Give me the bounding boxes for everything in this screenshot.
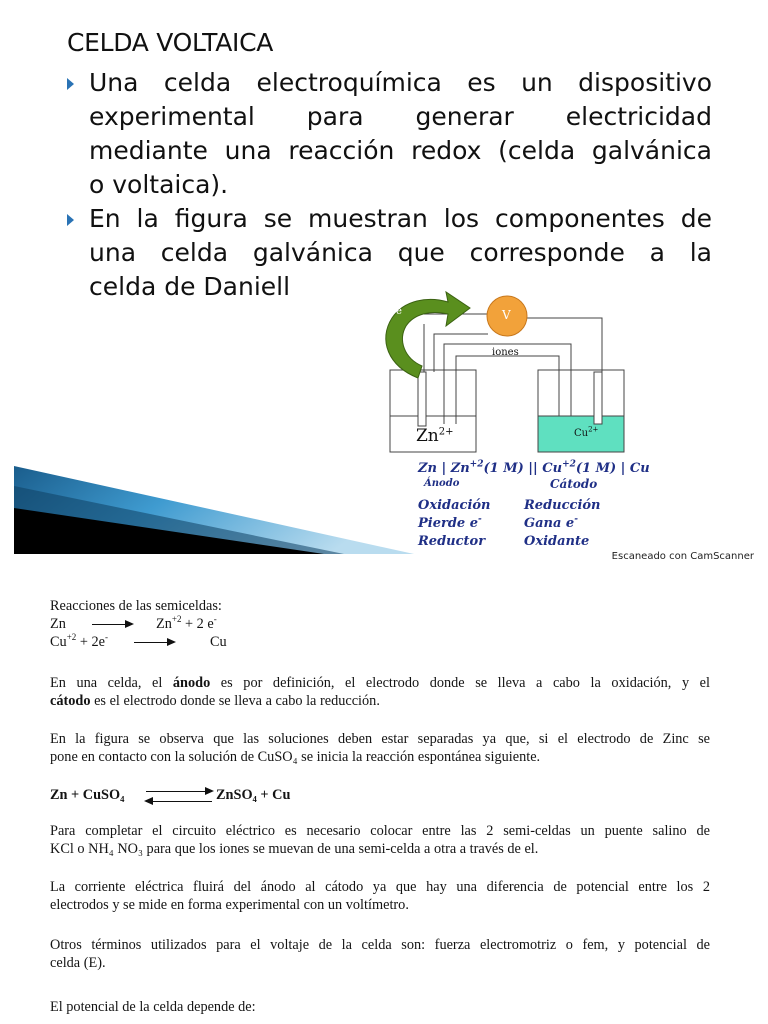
anode-properties: Oxidación Pierde e- Reductor bbox=[418, 498, 491, 549]
bullet-2 bbox=[67, 202, 712, 304]
scanner-watermark: Escaneado con CamScanner bbox=[611, 551, 754, 562]
paragraph-terms: Otros términos utilizados para el voltaje de la celda son: fuerza electromotriz o fem, y potencial de celda (E). bbox=[50, 937, 710, 971]
reactions-block bbox=[50, 597, 710, 651]
arrow-right-icon bbox=[146, 791, 212, 792]
bullet-arrow-icon bbox=[67, 78, 74, 90]
scanned-document bbox=[0, 572, 768, 1024]
bullet-line: o voltaica). bbox=[89, 170, 229, 199]
bullet-1 bbox=[67, 66, 712, 202]
cathode-properties: Reducción Gana e- Oxidante bbox=[524, 498, 601, 549]
bullet-line: una celda galvánica que corresponde a la bbox=[89, 238, 712, 267]
bullet-line: En la figura se muestran los componentes de bbox=[89, 204, 712, 233]
bullet-line: mediante una reacción redox (celda galvánica bbox=[89, 136, 712, 165]
paragraph-separation: En la figura se observa que las soluciones deben estar separadas ya que, si el electrodo de Zinc se pone en contacto con la solución de CuSO₄ se inicia la reacción espontánea siguiente. bbox=[50, 731, 710, 765]
slide-title: CELDA VOLTAICA bbox=[67, 28, 274, 57]
bullet-line: experimental para generar electricidad bbox=[89, 102, 712, 131]
arrow-right-icon bbox=[92, 624, 132, 625]
anode-solution-label: $Zn^{2+}$ bbox=[416, 426, 454, 446]
bullet-line: celda de Daniell bbox=[89, 272, 291, 301]
arrow-right-icon bbox=[134, 642, 174, 643]
bullet-arrow-icon bbox=[67, 214, 74, 226]
reactions-title: Reacciones de las semiceldas: bbox=[50, 598, 222, 614]
reaction-2: $Cu^{+2} + 2e^-$ Cu bbox=[50, 632, 227, 650]
bullet-line: Una celda electroquímica es un dispositivo bbox=[89, 68, 712, 97]
paragraph-salt-bridge: Para completar el circuito eléctrico es necesario colocar entre las 2 semi-celdas un puente salino de KCl o NH₄ NO₃ para que los iones se muevan de una semi-celda a otra a través de el. bbox=[50, 823, 710, 857]
daniell-cell-diagram bbox=[376, 292, 650, 556]
ions-label: iones bbox=[492, 347, 519, 358]
arrow-left-icon bbox=[146, 801, 212, 802]
cell-notation: Zn | $Zn^{+2}(1$ M) || $Cu^{+2}(1$ M) | Cu bbox=[418, 459, 650, 476]
cathode-solution-label: $Cu^{2+}$ bbox=[574, 425, 599, 439]
equation: Zn + CuSO₄ ZnSO₄ + Cu bbox=[50, 787, 291, 803]
decorative-ribbon bbox=[14, 466, 414, 554]
paragraph-anode-cathode: En una celda, el ánodo es por definición, el electrodo donde se lleva a cabo la oxidación, y el cátodo es el electrodo donde se lleva a cabo la reducción. bbox=[50, 675, 710, 709]
cathode-name: Cátodo bbox=[550, 477, 598, 491]
reaction-1: Zn $Zn^{+2} + 2$ e- bbox=[50, 614, 217, 632]
anode-name: Ánodo bbox=[424, 478, 460, 489]
voltmeter-label: V bbox=[502, 308, 511, 322]
paragraph-current: La corriente eléctrica fluirá del ánodo al cátodo ya que hay una diferencia de potencial entre los 2 electrodos y se mide en forma experimental con un voltímetro. bbox=[50, 879, 710, 913]
electron-label: e bbox=[396, 306, 402, 317]
paragraph-potential: El potencial de la celda depende de: bbox=[50, 999, 256, 1015]
